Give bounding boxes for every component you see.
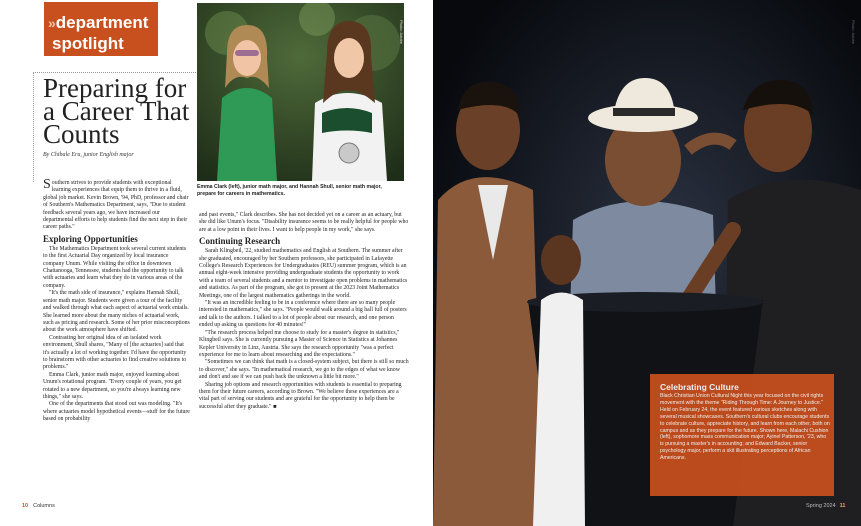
drop-cap: S bbox=[43, 177, 51, 192]
photo-credit: Photo: Adobe bbox=[399, 20, 404, 45]
folio-left bbox=[22, 503, 55, 509]
article-byline: By Chibale Eru, junior English major bbox=[43, 152, 134, 158]
body-paragraph: and past events," Clark describes. She has not decided yet on a career as an actuary, but she did like Unum's focus. "Disability insurance seems to be really helpful for people who are at a low point in their lives. I want to help people in my work," she says. bbox=[199, 212, 409, 233]
body-paragraph: "It was an incredible feeling to be in a conference where there are so many people interested in mathematics," she says. "People would walk around a big hall full of posters and talk to the authors. I talked to a lot of people about our research, and one person ended up asking us questions for 40 minutes!" bbox=[199, 300, 407, 329]
culture-sidebar bbox=[650, 374, 834, 496]
students-photo bbox=[197, 3, 404, 181]
subheading-exploring: Exploring Opportunities bbox=[43, 233, 138, 244]
body-paragraph: Sarah Klingbeil, '22, studied mathematics and English at Southern. The summer after she graduated, encouraged by her Southern professors, she participated in Lafayette College's Research Experiences for Undergraduates (REU) summer program, which is an annual eight-week intensive providing undergraduate students the opportunity to work with a team of several students and a mentor to investigate open problems in mathematics and statistics. As part of the program, she got to present at the 2023 Joint Mathematics Meetings, one of the largest mathematics gatherings in the world. bbox=[199, 248, 408, 299]
subheading-research: Continuing Research bbox=[199, 236, 281, 247]
folio-right bbox=[806, 503, 846, 509]
photo-credit: Photo: Adobe bbox=[851, 20, 856, 45]
body-paragraph: "The research process helped me choose to study for a master's degree in statistics," Klingbeil says. She is currently pursuing a Master of Science in Statistics at Johannes Kepler University in Linz, Austria. She says the research opportunity "was a perfect experience for me to learn about researching and the expectations." bbox=[199, 329, 400, 358]
section-tab-line1: department bbox=[55, 13, 149, 32]
article-headline: Preparing for a Career That Counts bbox=[43, 73, 190, 149]
article-column-1 bbox=[43, 177, 191, 424]
students-photo-illustration bbox=[197, 3, 404, 181]
page-number: 10 bbox=[22, 503, 29, 509]
body-paragraph: One of the departments that stood out was modeling. "It's where actuaries model hypothetical events—stuff for the future based on probability bbox=[43, 401, 190, 423]
body-paragraph: "It's the math side of insurance," explains Hannah Shull, senior math major. Students were given a tour of the facility and walked through what each aspect of actuarial work entails. She learned more about the many niches of actuarial work, such as pricing and research. Some of her prior misconceptions about the work atmosphere have shifted. bbox=[43, 290, 190, 334]
body-paragraph: Sharing job options and research opportunities with students is essential to preparing them for their future careers, according to Brown. "We believe these experiences are a vital part of serving our students and are grateful for the opportunity to help them be successful after they graduate." ■ bbox=[199, 381, 402, 410]
magazine-name: Columns bbox=[33, 503, 55, 509]
chevron-icon: » bbox=[48, 15, 56, 31]
intro-text: outhern strives to provide students with exceptional learning experiences that equip them to thrive in a fluid, global job market. Kevin Brown, '94, PhD, professor and chair of Southern's Mathematics Department, says, "Due to student feedback several years ago, we have increased our departmental efforts to help students find the next step in their career paths." bbox=[43, 180, 189, 231]
page-number: 11 bbox=[839, 503, 846, 509]
intro-paragraph bbox=[43, 177, 191, 232]
body-paragraph: Contrasting her original idea of an isolated work environment, Shull shares, "Many of [the actuaries] said that it's actually a lot of working together. I'd have the opportunity to brainstorm with other actuaries to find creative solutions to problems." bbox=[43, 334, 187, 371]
photo-caption: Emma Clark (left), junior math major, and Hannah Shull, senior math major, prepare for careers in mathematics. bbox=[197, 184, 382, 197]
sidebar-text: Black Christian Union Cultural Night this year focused on the civil rights movement with the theme "Riding Through Time: A Journey to Justice." Held on February 24, the event featured various sketches along with several musical showcases. Southern's cultural clubs encourage students to celebrate culture, appreciate history, and learn from each other, both on campus and as they prepare for the future. Shown here, Malachi Cushion (left), sophomore mass communication major; Ayinel Patterson, '23, who is pursuing a master's in accounting; and Edward Backer, senior psychology major, perform a skit illustrating perceptions of African Americans. bbox=[660, 393, 830, 462]
body-paragraph: Emma Clark, junior math major, enjoyed learning about Unum's rotational program. "Every couple of years, you get rotated to a new department, so you're always learning new things," she says. bbox=[43, 371, 182, 400]
headline-vrule bbox=[33, 72, 34, 182]
body-paragraph: "Sometimes we can think that math is a closed-system subject, but there is still so much to discover," she says. "In mathematical research, we go to the edges of what we know and don't and see if we can push back the unknown a little bit more." bbox=[199, 359, 409, 381]
sidebar-title: Celebrating Culture bbox=[660, 382, 739, 392]
section-tab-line2: spotlight bbox=[52, 34, 124, 53]
section-tab bbox=[44, 2, 158, 56]
issue-season: Spring 2024 bbox=[806, 503, 836, 509]
body-paragraph: The Mathematics Department took several current students to the first Actuarial Day organized by local insurance company Unum. While visiting the office in downtown Chattanooga, Tennessee, students had the opportunity to talk with actuaries and learn what they do in various areas of the company. bbox=[43, 245, 187, 289]
article-column-2 bbox=[199, 212, 409, 411]
